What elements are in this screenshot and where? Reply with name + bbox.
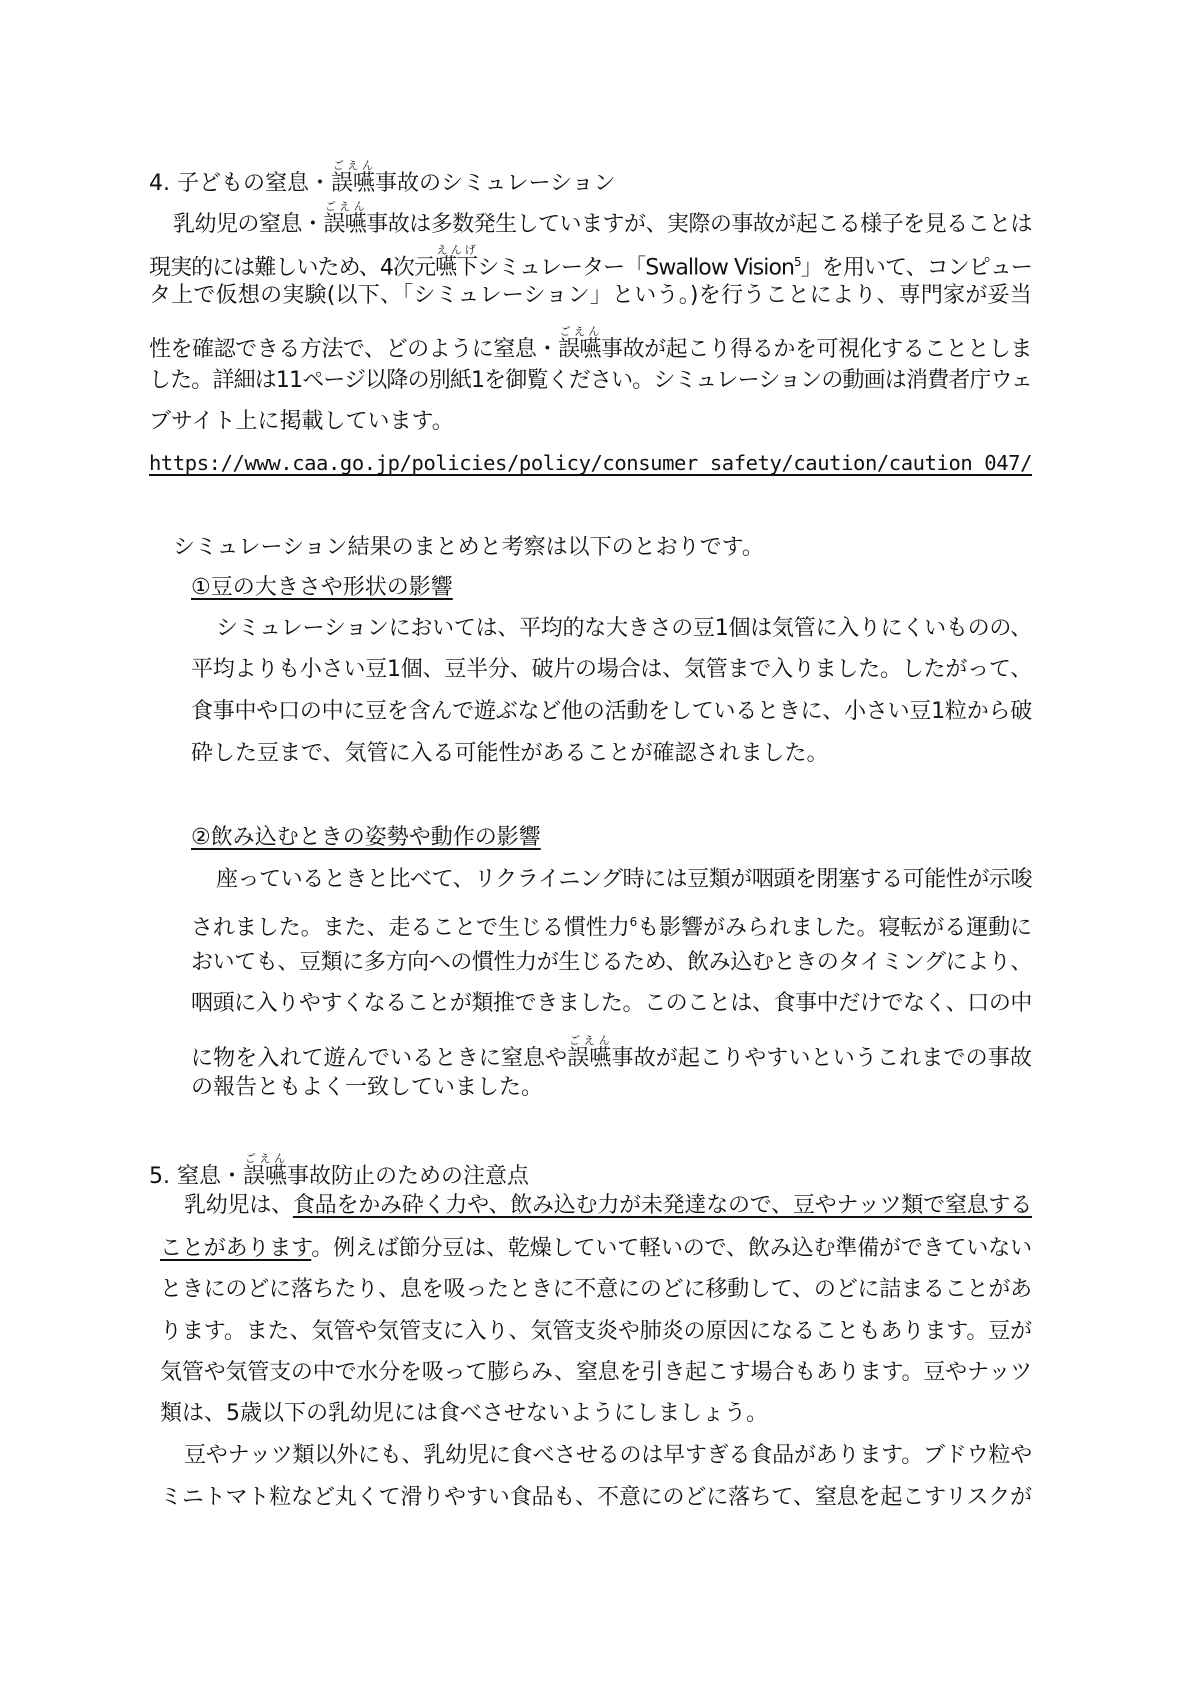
text-line — [160, 1277, 1032, 1303]
text-segment: ブサイト上に掲載しています。 — [149, 409, 454, 434]
text-line — [184, 1193, 1032, 1219]
underlined-text: ①豆の大きさや形状の影響 — [191, 575, 453, 600]
text-line — [160, 1360, 1032, 1386]
text-segment: ミニトマト粒など丸くて滑りやすい食品も、不意にのどに落ちて、窒息を起こすリスクが — [160, 1485, 1032, 1510]
ruby-word — [557, 325, 602, 362]
ruby-word — [435, 243, 478, 280]
text-segment: した。詳細は11ページ以降の別紙1を御覧ください。シミュレーションの動画は消費者庁ウェ — [149, 368, 1032, 393]
text-segment: シミュレーター「Swallow Vision — [477, 255, 794, 280]
text-segment: 事故は多数発生していますが、実際の事故が起こる様子を見ることは — [366, 212, 1032, 237]
text-segment: 5. 窒息・ — [149, 1164, 243, 1189]
ruby-base: 嚥下 — [435, 255, 478, 280]
text-segment: 座っているときと比べて、リクライニング時には豆類が咽頭を閉塞する可能性が示唆 — [216, 867, 1032, 892]
text-line — [160, 1319, 1032, 1345]
text-line — [149, 243, 1032, 281]
ruby-word — [323, 200, 367, 237]
text-segment: されました。また、走ることで生じる慣性力 — [191, 915, 630, 941]
text-segment: タ上で仮想の実験(以下、「シミュレーション」という。)を行うことにより、専門家が妥当 — [149, 283, 1032, 308]
text-segment: 事故防止のための注意点 — [287, 1164, 530, 1189]
text-segment: に物を入れて遊んでいるときに窒息や — [191, 1046, 568, 1071]
ruby-reading: ごえん — [557, 325, 602, 338]
text-segment: 砕した豆まで、気管に入る可能性があることが確認されました。 — [191, 741, 829, 766]
footnote-ref: 6 — [629, 915, 638, 929]
text-line — [160, 1485, 1032, 1511]
ruby-base: 誤嚥 — [323, 212, 367, 237]
text-segment: 気管や気管支の中で水分を吸って膨らみ、窒息を引き起こす場合もあります。豆やナッツ — [160, 1360, 1032, 1385]
text-line — [191, 657, 1032, 683]
text-line — [191, 1075, 543, 1101]
text-line — [149, 325, 1032, 363]
text-segment: 4. 子どもの窒息・ — [149, 171, 331, 196]
text-line — [191, 909, 1032, 941]
text-segment: シミュレーションにおいては、平均的な大きさの豆1個は気管に入りにくいものの、 — [216, 616, 1032, 641]
text-line — [160, 1236, 1032, 1262]
text-segment: 」を用いて、コンピュー — [800, 255, 1032, 280]
text-segment: おいても、豆類に多方向への慣性力が生じるため、飲み込むときのタイミングにより、 — [191, 950, 1032, 975]
text-line — [160, 1401, 768, 1427]
text-segment: の報告ともよく一致していました。 — [191, 1075, 544, 1100]
text-line — [184, 1443, 1032, 1469]
text-segment: 食事中や口の中に豆を含んで遊ぶなど他の活動をしているときに、小さい豆1粒から破 — [191, 699, 1033, 724]
caa-url-link[interactable]: https://www.caa.go.jp/policies/policy/consumer_safety/caution/caution_047/ — [149, 451, 1032, 475]
ruby-base: 誤嚥 — [242, 1164, 287, 1189]
ruby-base: 誤嚥 — [330, 171, 375, 196]
text-segment: シミュレーション結果のまとめと考察は以下のとおりです。 — [173, 535, 764, 560]
text-segment: 乳幼児の窒息・ — [173, 212, 324, 237]
text-line — [191, 741, 829, 767]
text-line — [191, 575, 453, 601]
text-line — [149, 1152, 529, 1190]
text-line — [149, 368, 1032, 394]
text-line — [216, 867, 1032, 893]
text-line — [149, 450, 1032, 477]
text-line — [149, 159, 616, 197]
text-line — [173, 535, 764, 561]
ruby-reading: ごえん — [567, 1034, 612, 1047]
ruby-word — [567, 1034, 612, 1071]
ruby-base: 誤嚥 — [557, 337, 602, 362]
ruby-base: 誤嚥 — [567, 1046, 612, 1071]
underlined-text: ことがあります — [160, 1236, 312, 1261]
text-segment: 事故のシミュレーション — [375, 171, 616, 196]
text-segment: 平均よりも小さい豆1個、豆半分、破片の場合は、気管まで入りました。したがって、 — [191, 657, 1032, 682]
ruby-word — [242, 1152, 287, 1189]
underlined-text: ②飲み込むときの姿勢や動作の影響 — [191, 825, 541, 850]
ruby-reading: ごえん — [242, 1152, 287, 1165]
text-line — [191, 1034, 1032, 1072]
text-segment: 。例えば節分豆は、乾燥していて軽いので、飲み込む準備ができていない — [311, 1236, 1033, 1261]
ruby-word — [330, 159, 375, 196]
ruby-reading: えんげ — [435, 243, 478, 256]
underlined-text: 食品をかみ砕く力や、飲み込む力が未発達なので、豆やナッツ類で窒息する — [292, 1193, 1032, 1218]
text-segment: ります。また、気管や気管支に入り、気管支炎や肺炎の原因になることもあります。豆が — [160, 1319, 1032, 1344]
text-line — [149, 409, 454, 435]
text-segment: 豆やナッツ類以外にも、乳幼児に食べさせるのは早すぎる食品があります。ブドウ粒や — [184, 1443, 1032, 1468]
ruby-reading: ごえん — [330, 159, 375, 172]
ruby-reading: ごえん — [323, 200, 367, 213]
text-segment: 事故が起こりやすいというこれまでの事故 — [611, 1046, 1032, 1071]
text-segment: 乳幼児は、 — [184, 1193, 293, 1218]
text-line — [216, 616, 1032, 642]
text-segment: 事故が起こり得るかを可視化することとしま — [601, 337, 1032, 362]
text-line — [191, 825, 541, 851]
text-segment: 類は、5歳以下の乳幼児には食べさせないようにしましょう。 — [160, 1401, 768, 1426]
text-line — [191, 699, 1032, 725]
footnote-ref: 5 — [794, 254, 801, 269]
text-line — [191, 991, 1032, 1017]
text-segment: ときにのどに落ちたり、息を吸ったときに不意にのどに移動して、のどに詰まることがあ — [160, 1277, 1032, 1302]
text-line — [191, 950, 1032, 976]
text-segment: も影響がみられました。寝転がる運動に — [637, 915, 1032, 941]
text-segment: 性を確認できる方法で、どのように窒息・ — [149, 337, 558, 362]
text-segment: 咽頭に入りやすくなることが類推できました。このことは、食事中だけでなく、口の中 — [191, 991, 1032, 1016]
text-line — [149, 283, 1032, 309]
text-line — [173, 200, 1032, 238]
text-segment: 現実的には難しいため、4次元 — [149, 255, 436, 280]
